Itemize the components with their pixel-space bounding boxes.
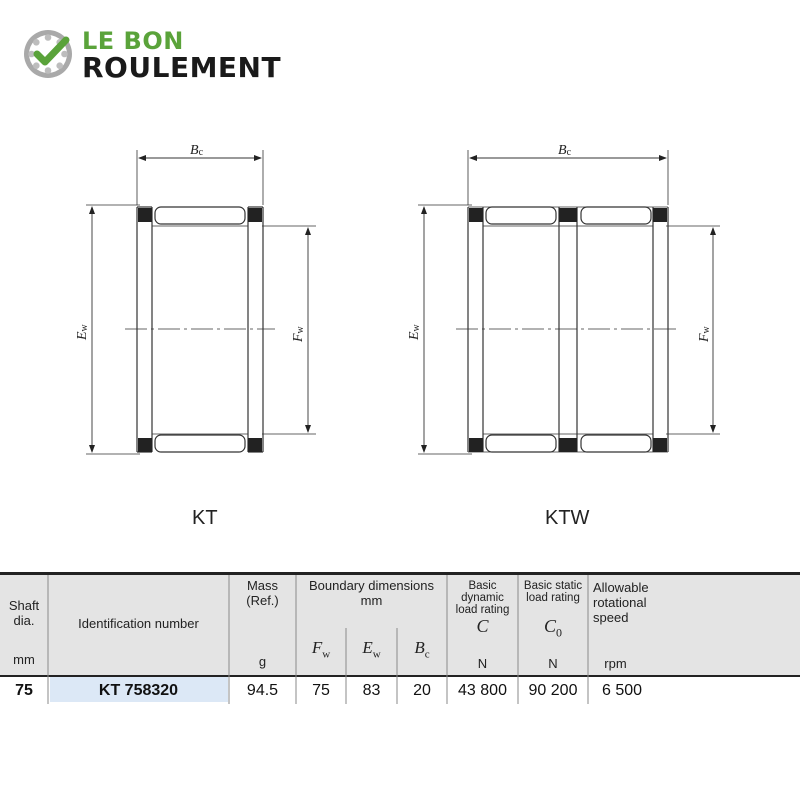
ktw-bc-label: Bc xyxy=(558,143,572,158)
row-speed: 6 500 xyxy=(601,682,643,699)
header-shaft-line1: Shaft xyxy=(8,598,40,613)
spec-table xyxy=(0,572,800,704)
header-speed-line1: Allowable xyxy=(593,580,649,595)
kt-label: KT xyxy=(192,507,218,529)
header-speed-line2: rotational xyxy=(593,595,647,610)
ktw-label: KTW xyxy=(545,507,590,529)
row-bc: 20 xyxy=(413,682,431,699)
kt-fw-label: Fw xyxy=(291,326,306,342)
header-static-symbol: $C_0$ xyxy=(543,616,562,640)
header-speed xyxy=(593,580,693,625)
header-boundary-line2: mm xyxy=(360,593,383,608)
header-shaft-unit: mm xyxy=(13,652,35,667)
header-shaft xyxy=(0,598,48,628)
row-dynamic-rating: 43 800 xyxy=(458,682,507,699)
header-static xyxy=(518,580,588,604)
header-ew: $E_w$ xyxy=(362,638,381,661)
header-mass xyxy=(229,578,296,608)
header-dynamic-symbol: C xyxy=(476,616,489,636)
header-dynamic xyxy=(447,580,518,616)
brand-line2: ROULEMENT xyxy=(82,51,282,84)
row-ew: 83 xyxy=(362,682,381,699)
ktw-fw-label: Fw xyxy=(697,326,712,342)
ktw-drawing xyxy=(418,150,720,454)
header-dynamic-unit: N xyxy=(477,656,488,671)
header-static-line1: Basic static xyxy=(523,580,583,592)
kt-drawing xyxy=(86,150,316,454)
header-static-line2: load rating xyxy=(526,592,580,604)
header-bc: $B_c$ xyxy=(414,638,430,661)
header-boundary xyxy=(296,578,447,608)
header-boundary-line1: Boundary dimensions xyxy=(308,578,435,593)
kt-ew-label: Ew xyxy=(75,324,90,340)
header-mass-unit: g xyxy=(258,654,267,669)
row-identification[interactable]: KT 758320 xyxy=(98,682,179,699)
header-dynamic-line1: Basic dynamic xyxy=(461,580,504,604)
kt-bc-label: Bc xyxy=(190,143,204,158)
header-speed-line3: speed xyxy=(593,610,629,625)
row-fw: 75 xyxy=(312,682,330,699)
brand-line1: LE BON xyxy=(82,27,184,55)
header-dynamic-line2: load rating xyxy=(455,604,510,616)
ktw-ew-label: Ew xyxy=(407,324,422,340)
kt-dimension-labels xyxy=(75,143,306,343)
header-shaft-line2: dia. xyxy=(13,613,35,628)
header-mass-line2: (Ref.) xyxy=(246,593,279,608)
row-static-rating: 90 200 xyxy=(528,682,578,699)
header-speed-unit: rpm xyxy=(604,656,627,671)
row-shaft: 75 xyxy=(15,682,33,699)
header-identification: Identification number xyxy=(78,616,199,631)
header-static-unit: N xyxy=(548,656,558,671)
row-mass: 94.5 xyxy=(246,682,279,699)
header-mass-line1: Mass xyxy=(246,578,279,593)
header-fw: $F_w$ xyxy=(311,638,331,661)
